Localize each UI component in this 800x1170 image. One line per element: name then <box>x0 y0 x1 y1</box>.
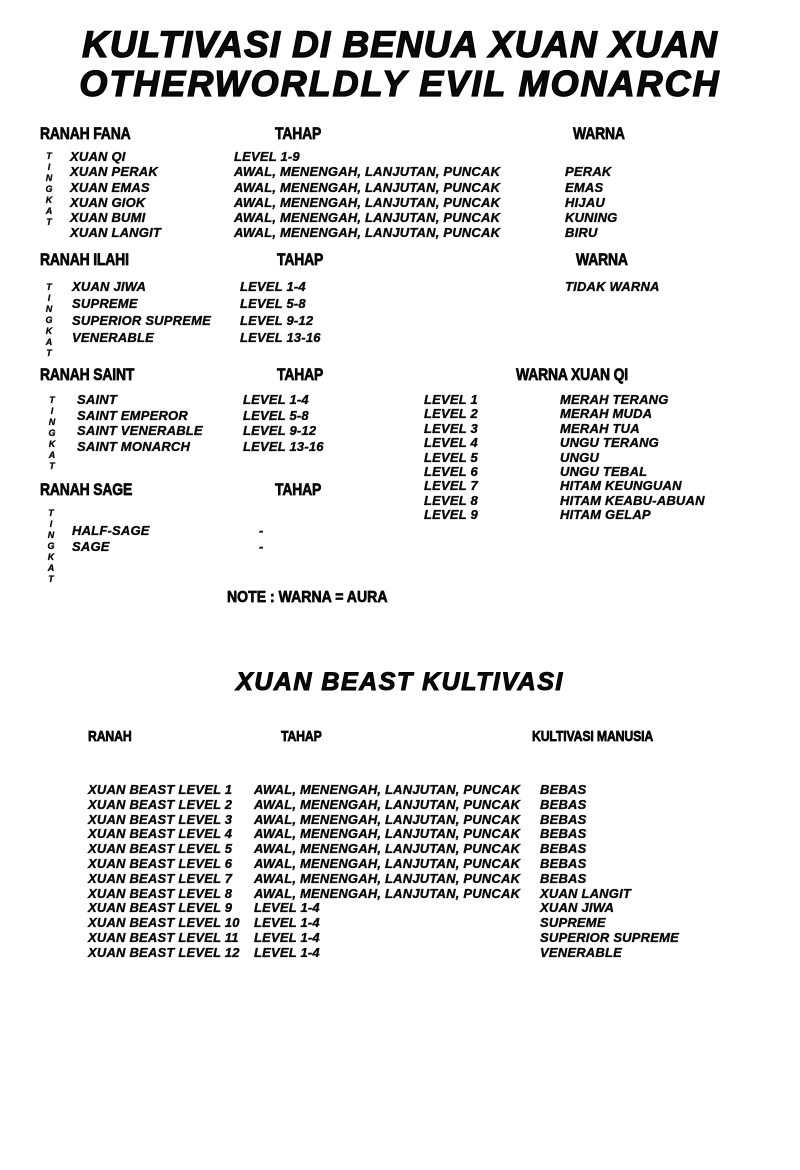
manusia-cell: BEBAS <box>540 811 587 827</box>
ranah-cell: XUAN BEAST LEVEL 1 <box>88 782 233 797</box>
rank-cell: HALF-SAGE <box>72 523 150 538</box>
ranah-cell: XUAN BEAST LEVEL 11 <box>88 929 239 945</box>
table-row <box>0 451 800 465</box>
table-row <box>0 931 800 946</box>
warna-cell: KUNING <box>565 210 618 226</box>
ranah-sage-table <box>0 524 800 555</box>
tahap-cell: AWAL, MENENGAH, LANJUTAN, PUNCAK <box>234 164 501 180</box>
tahap-cell: LEVEL 1-4 <box>254 900 320 916</box>
ranah-cell: XUAN BEAST LEVEL 12 <box>88 944 240 960</box>
table-row <box>0 946 800 961</box>
table-row <box>0 465 800 479</box>
tahap-cell: LEVEL 1-9 <box>234 149 300 164</box>
section-header-row-ilahi <box>0 250 800 270</box>
title-line-1: KULTIVASI DI BENUA XUAN XUAN <box>82 24 718 65</box>
table-row <box>0 798 800 813</box>
warna-cell: UNGU TERANG <box>560 435 659 451</box>
tahap-cell: LEVEL 1-4 <box>254 915 320 931</box>
table-row <box>0 857 800 872</box>
table-row <box>0 211 800 226</box>
section-header-row-fana <box>0 124 800 144</box>
column-header-kultivasi-manusia: KULTIVASI MANUSIA <box>532 728 654 745</box>
warna-cell: UNGU <box>560 449 600 465</box>
manusia-cell: BEBAS <box>540 855 587 871</box>
table-row <box>0 331 800 348</box>
rank-cell: XUAN QI <box>70 149 126 164</box>
tahap-cell: AWAL, MENENGAH, LANJUTAN, PUNCAK <box>254 826 521 842</box>
tahap-cell: LEVEL 5-8 <box>243 407 309 423</box>
table-row <box>0 407 800 421</box>
ranah-cell: XUAN BEAST LEVEL 10 <box>88 915 240 931</box>
manusia-cell: BEBAS <box>540 796 587 812</box>
ranah-cell: XUAN BEAST LEVEL 2 <box>88 796 233 812</box>
table-row <box>0 842 800 857</box>
warna-cell: BIRU <box>565 225 598 241</box>
manusia-cell: BEBAS <box>540 841 587 857</box>
ranah-cell: XUAN BEAST LEVEL 7 <box>88 870 233 886</box>
warna-cell: PERAK <box>565 164 612 180</box>
table-row <box>0 436 800 450</box>
tahap-cell: - <box>259 538 264 554</box>
tahap-cell: LEVEL 1-4 <box>243 392 309 407</box>
xuan-beast-table <box>0 783 800 961</box>
warna-cell: HIJAU <box>565 194 606 210</box>
manusia-cell: XUAN LANGIT <box>540 885 632 901</box>
tahap-cell: AWAL, MENENGAH, LANJUTAN, PUNCAK <box>234 194 501 210</box>
ranah-cell: XUAN BEAST LEVEL 4 <box>88 826 233 842</box>
rank-cell: XUAN EMAS <box>70 179 150 195</box>
rank-cell: VENERABLE <box>72 330 154 345</box>
tahap-cell: LEVEL 1-4 <box>254 929 320 945</box>
level-cell: LEVEL 9 <box>424 507 478 523</box>
column-header-ranah-beast: RANAH <box>88 728 132 745</box>
rank-cell: XUAN LANGIT <box>70 225 162 241</box>
beast-section-title: XUAN BEAST KULTIVASI <box>236 668 564 696</box>
beast-header-row <box>0 728 800 748</box>
table-row <box>0 393 800 407</box>
table-row <box>0 524 800 540</box>
rank-cell: XUAN GIOK <box>70 194 146 210</box>
section-header-row-sage <box>0 480 800 500</box>
section-title-ranah-sage: RANAH SAGE <box>40 480 133 499</box>
manusia-cell: SUPREME <box>540 915 606 931</box>
rank-cell: XUAN JIWA <box>72 279 147 294</box>
table-row <box>0 916 800 931</box>
level-cell: LEVEL 1 <box>424 392 478 407</box>
warna-cell: UNGU TEBAL <box>560 463 648 479</box>
tahap-cell: LEVEL 1-4 <box>254 944 320 960</box>
tahap-cell: LEVEL 1-4 <box>240 279 306 294</box>
table-row <box>0 783 800 798</box>
level-cell: LEVEL 7 <box>424 478 478 494</box>
title-line-2: OTHERWORLDLY EVIL MONARCH <box>79 63 721 105</box>
level-cell: LEVEL 2 <box>424 406 478 422</box>
manusia-cell: VENERABLE <box>540 944 622 960</box>
rank-cell: SUPREME <box>72 296 138 311</box>
manusia-cell: BEBAS <box>540 782 587 797</box>
table-row <box>0 813 800 828</box>
ranah-cell: XUAN BEAST LEVEL 5 <box>88 841 233 857</box>
table-row <box>0 422 800 436</box>
column-header-tahap-beast: TAHAP <box>281 728 322 745</box>
column-header-warna-fana: WARNA <box>573 124 625 143</box>
column-header-tahap-ilahi: TAHAP <box>277 250 324 269</box>
section-title-ranah-fana: RANAH FANA <box>40 124 131 143</box>
tahap-cell: AWAL, MENENGAH, LANJUTAN, PUNCAK <box>234 210 501 226</box>
tahap-cell: AWAL, MENENGAH, LANJUTAN, PUNCAK <box>254 870 521 886</box>
rank-cell: SAINT MONARCH <box>77 438 191 454</box>
rank-cell: SUPERIOR SUPREME <box>72 313 212 328</box>
level-cell: LEVEL 3 <box>424 420 478 436</box>
manusia-cell: XUAN JIWA <box>540 900 615 916</box>
tingkat-vertical-label-sage: TINGKAT <box>46 508 56 585</box>
manusia-cell: BEBAS <box>540 870 587 886</box>
level-cell: LEVEL 5 <box>424 449 478 465</box>
warna-cell: MERAH TUA <box>560 420 640 436</box>
warna-cell: TIDAK WARNA <box>565 279 660 294</box>
column-header-tahap-fana: TAHAP <box>275 124 322 143</box>
warna-cell: MERAH MUDA <box>560 406 653 422</box>
table-row <box>0 181 800 196</box>
warna-cell: HITAM KEUNGUAN <box>560 478 682 494</box>
table-row <box>0 297 800 314</box>
table-row <box>0 226 800 241</box>
tahap-cell: LEVEL 13-16 <box>240 330 321 345</box>
ranah-cell: XUAN BEAST LEVEL 9 <box>88 900 233 916</box>
table-row <box>0 901 800 916</box>
ranah-fana-table <box>0 150 800 242</box>
manusia-cell: SUPERIOR SUPREME <box>540 929 680 945</box>
rank-cell: XUAN PERAK <box>70 164 158 180</box>
level-cell: LEVEL 4 <box>424 435 478 451</box>
warna-cell: HITAM KEABU-ABUAN <box>560 492 705 508</box>
tahap-cell: AWAL, MENENGAH, LANJUTAN, PUNCAK <box>254 782 521 797</box>
section-header-row-saint <box>0 365 800 385</box>
warna-cell: MERAH TERANG <box>560 392 669 407</box>
tahap-cell: AWAL, MENENGAH, LANJUTAN, PUNCAK <box>254 855 521 871</box>
note-warna-aura: NOTE : WARNA = AURA <box>227 589 388 606</box>
tahap-cell: AWAL, MENENGAH, LANJUTAN, PUNCAK <box>234 225 501 241</box>
section-title-ranah-saint: RANAH SAINT <box>40 365 135 384</box>
tahap-cell: AWAL, MENENGAH, LANJUTAN, PUNCAK <box>254 796 521 812</box>
table-row <box>0 314 800 331</box>
column-header-warna-xuan-qi: WARNA XUAN QI <box>516 365 628 384</box>
table-row <box>0 280 800 297</box>
tahap-cell: LEVEL 5-8 <box>240 296 306 311</box>
ranah-ilahi-table <box>0 280 800 348</box>
tahap-cell: AWAL, MENENGAH, LANJUTAN, PUNCAK <box>254 841 521 857</box>
column-header-tahap-saint: TAHAP <box>277 365 324 384</box>
level-cell: LEVEL 8 <box>424 492 478 508</box>
column-header-tahap-sage: TAHAP <box>275 480 322 499</box>
tahap-cell: AWAL, MENENGAH, LANJUTAN, PUNCAK <box>254 885 521 901</box>
manusia-cell: BEBAS <box>540 826 587 842</box>
table-row <box>0 827 800 842</box>
ranah-cell: XUAN BEAST LEVEL 3 <box>88 811 233 827</box>
section-title-ranah-ilahi: RANAH ILAHI <box>40 250 129 269</box>
rank-cell: XUAN BUMI <box>70 210 146 226</box>
tingkat-vertical-label-fana: TINGKAT <box>44 151 54 228</box>
table-row <box>0 887 800 902</box>
table-row <box>0 165 800 180</box>
tahap-cell: LEVEL 9-12 <box>240 313 314 328</box>
table-row <box>0 150 800 165</box>
tahap-cell: AWAL, MENENGAH, LANJUTAN, PUNCAK <box>234 179 501 195</box>
rank-cell: SAINT VENERABLE <box>77 423 203 438</box>
table-row <box>0 872 800 887</box>
table-row <box>0 540 800 556</box>
page-title <box>0 24 800 103</box>
warna-xuan-qi-table <box>0 393 800 523</box>
table-row <box>0 196 800 211</box>
warna-cell: EMAS <box>565 179 604 195</box>
rank-cell: SAINT EMPEROR <box>77 407 188 423</box>
level-cell: LEVEL 6 <box>424 463 478 479</box>
ranah-cell: XUAN BEAST LEVEL 8 <box>88 885 233 901</box>
table-row <box>0 508 800 522</box>
column-header-warna-ilahi: WARNA <box>576 250 628 269</box>
tingkat-vertical-label-saint: TINGKAT <box>47 395 57 472</box>
tahap-cell: LEVEL 9-12 <box>243 423 317 438</box>
tingkat-vertical-label-ilahi: TINGKAT <box>44 282 54 359</box>
tahap-cell: LEVEL 13-16 <box>243 438 324 454</box>
ranah-cell: XUAN BEAST LEVEL 6 <box>88 855 233 871</box>
tahap-cell: AWAL, MENENGAH, LANJUTAN, PUNCAK <box>254 811 521 827</box>
rank-cell: SAGE <box>72 538 110 554</box>
rank-cell: SAINT <box>77 392 117 407</box>
warna-cell: HITAM GELAP <box>560 507 651 523</box>
tahap-cell: - <box>259 523 264 538</box>
